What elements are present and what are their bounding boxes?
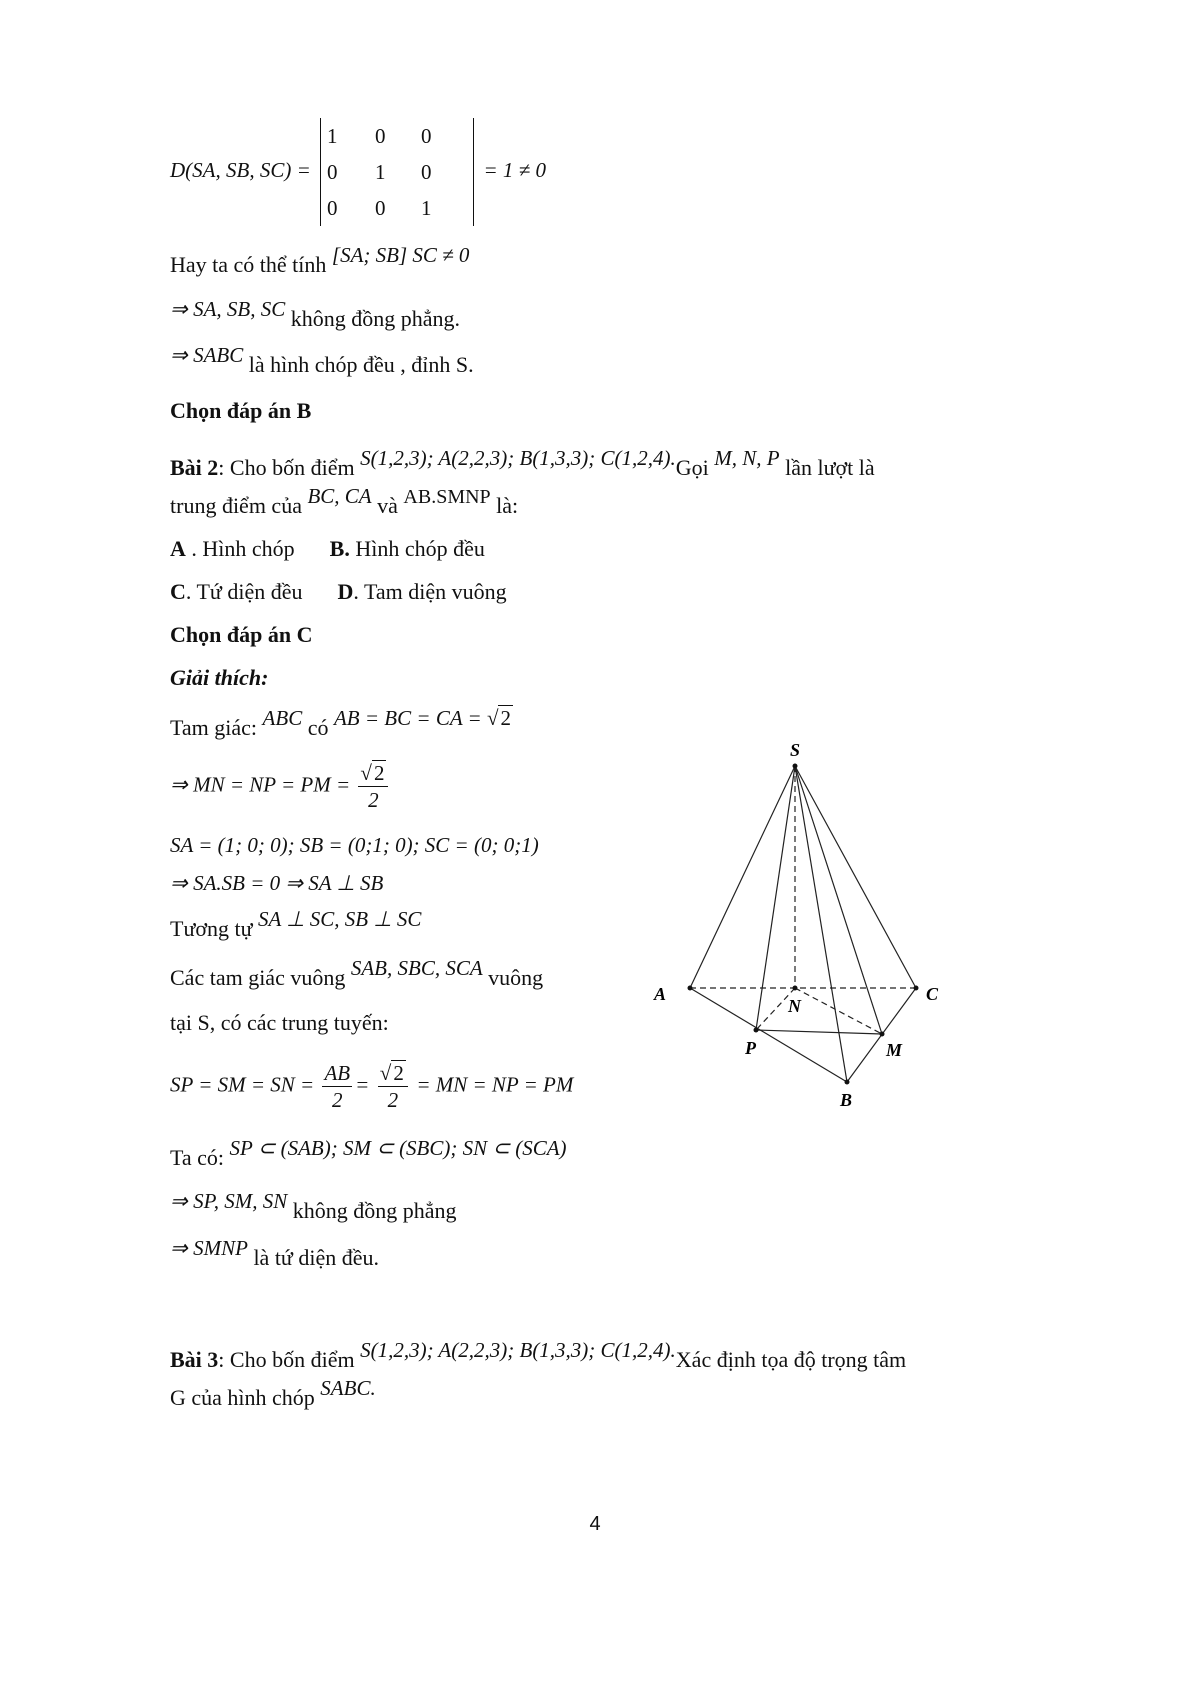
edge-ab [690,988,847,1082]
mn-line: ⇒ MN = NP = PM = $\frac{√2}{2}$ [170,760,391,813]
triangle-line: Tam giác: ABC có AB = BC = CA = √2 [170,706,511,740]
det-result: = 1 ≠ 0 [483,158,546,183]
det-args: (SA, SB, SC) [185,158,292,183]
option-c-key: C [170,579,186,604]
label-b: B [840,1090,853,1110]
bai2-options-row2: C. Tứ diện đều D. Tam diện vuông [170,579,507,604]
option-b-key: B. [329,536,350,561]
answer-b: Chọn đáp án B [170,398,312,423]
label-s: S [790,740,801,760]
pyramid-figure [654,740,1010,1120]
cross-product-expr: [SA; SB] SC ≠ 0 [331,243,470,267]
option-a-key: A [170,536,186,561]
edge-pm [756,1030,882,1034]
vectors-sa-sb-sc: SA, SB, SC [193,297,286,321]
determinant-line: D(SA, SB, SC) = 1 0 0 0 1 0 0 0 1 = 1 ≠ 0 [170,118,546,226]
bai2-points: S(1,2,3); A(2,2,3); B(1,3,3); C(1,2,4). [360,446,676,470]
edge-sa [690,766,795,988]
bai2-label: Bài 2 [170,455,219,480]
smnp-line: ⇒ SMNP là tứ diện đều. [170,1236,379,1270]
bai3-header: Bài 3: Cho bốn điểm S(1,2,3); A(2,2,3); B(1,3,3); C(1,2,4).Xác định tọa độ trọng tâm [170,1338,907,1372]
dot-product-line: ⇒ SA.SB = 0 ⇒ SA ⊥ SB [170,871,384,895]
not-coplanar-line-2: ⇒ SP, SM, SN không đồng phẳng [170,1189,457,1223]
ta-co-line: Ta có: SP ⊂ (SAB); SM ⊂ (SBC); SN ⊂ (SCA) [170,1136,567,1170]
edge-sm [795,766,882,1034]
vectors-line: SA = (1; 0; 0); SB = (0;1; 0); SC = (0; 0;1) [170,833,539,857]
bai2-header: Bài 2: Cho bốn điểm S(1,2,3); A(2,2,3); B(1,3,3); C(1,2,4).Gọi M, N, P lần lượt là [170,446,875,480]
similar-line: Tương tự SA ⊥ SC, SB ⊥ SC [170,907,422,941]
label-m: M [886,1040,903,1060]
bai3-label: Bài 3 [170,1347,219,1372]
right-triangles-line: Các tam giác vuông SAB, SBC, SCA vuông [170,956,544,990]
bai2-options-row1: A . Hình chóp B. Hình chóp đều [170,536,485,561]
not-coplanar-line-1: ⇒ SA, SB, SC không đồng phẳng. [170,297,461,331]
sp-equation-line: SP = SM = SN = $\frac{AB}{2}$ = $\frac{√2}{2}$ = MN = NP = PM [170,1061,574,1112]
label-a: A [654,984,667,1004]
hay-line: Hay ta có thể tính [SA; SB] SC ≠ 0 [170,243,470,277]
option-d-key: D [337,579,354,604]
edge-sp [756,766,795,1030]
answer-c: Chọn đáp án C [170,622,313,647]
determinant-matrix: 1 0 0 0 1 0 0 0 1 [320,118,474,226]
bai3-line2: G của hình chóp SABC. [170,1376,376,1410]
bai2-line2: trung điểm của BC, CA và AB.SMNP là: [170,484,519,518]
label-p: P [745,1038,756,1058]
explain-title: Giải thích: [170,665,269,690]
medians-line: tại S, có các trung tuyến: [170,1010,389,1035]
page-number: 4 [589,1513,601,1535]
det-label: D [170,158,186,183]
sabc-regular-line: ⇒ SABC là hình chóp đều , đỉnh S. [170,343,474,377]
label-c: C [926,984,939,1004]
label-n: N [788,996,801,1016]
